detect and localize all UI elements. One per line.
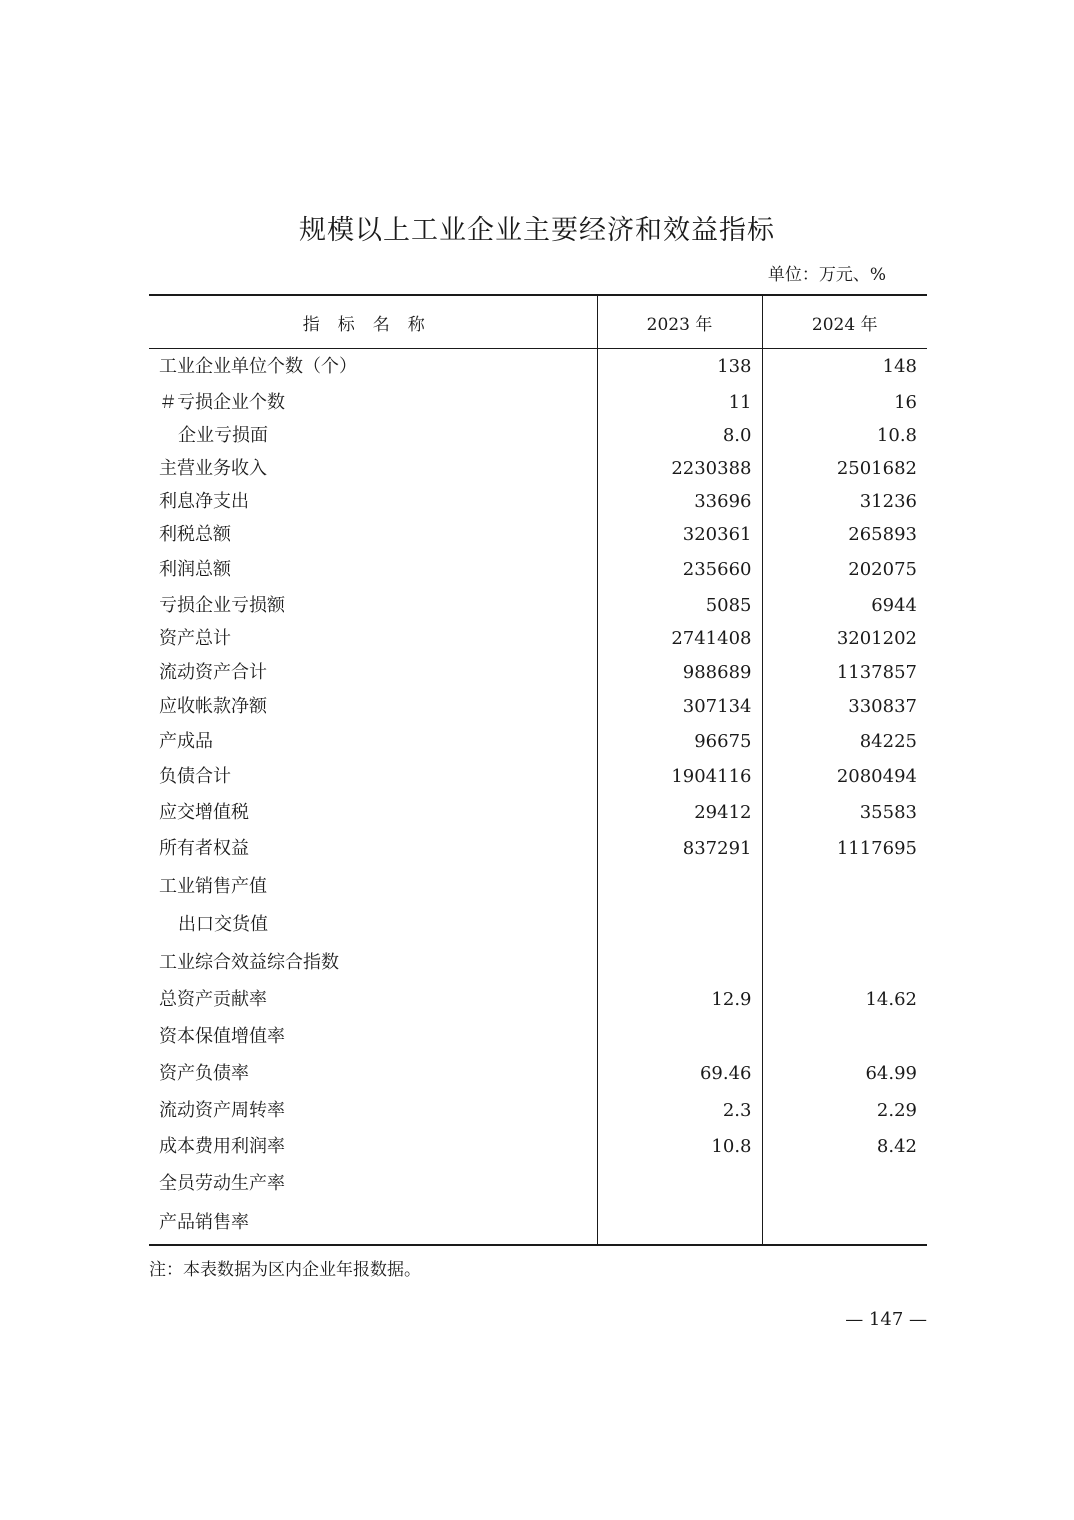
value-2023-cell: 988689 <box>597 656 762 690</box>
indicator-name-cell: 流动资产合计 <box>149 656 597 690</box>
value-2024-cell: 6944 <box>871 594 917 616</box>
value-2023-cell <box>597 868 762 906</box>
header-indicator-name: 指标名称 <box>149 295 597 349</box>
value-2023-cell <box>597 1203 762 1245</box>
table-row <box>149 1093 927 1129</box>
table-row <box>149 420 927 453</box>
indicator-name-cell: 利税总额 <box>149 519 597 552</box>
indicator-name-cell: 利润总额 <box>149 552 597 589</box>
value-2023-cell: 320361 <box>597 519 762 552</box>
table-row <box>149 656 927 690</box>
value-2023-cell: 12.9 <box>597 982 762 1018</box>
indicator-name-cell: 产成品 <box>149 725 597 760</box>
value-2024-cell <box>762 1166 927 1203</box>
value-2024-cell: 3201202 <box>836 628 917 649</box>
table-row <box>149 982 927 1018</box>
value-2024-cell: 1117695 <box>836 838 917 859</box>
table-row <box>149 349 927 386</box>
value-2024-cell: 8.42 <box>876 1136 917 1157</box>
value-2024-cell <box>762 1018 927 1056</box>
indicator-name-cell: 主营业务收入 <box>149 453 597 486</box>
table-header-row <box>149 295 927 349</box>
value-2024-cell: 84225 <box>859 731 917 752</box>
indicator-name-cell: 工业综合效益综合指数 <box>149 944 597 982</box>
value-2024-cell <box>762 868 927 906</box>
value-2023-cell <box>597 1018 762 1056</box>
indicator-name-cell: 负债合计 <box>149 760 597 795</box>
table-row <box>149 486 927 519</box>
indicator-name-cell: 工业销售产值 <box>149 868 597 906</box>
value-2023-cell <box>597 944 762 982</box>
table-row <box>149 1129 927 1166</box>
table-row <box>149 795 927 831</box>
value-2023-cell: 33696 <box>597 486 762 519</box>
value-2023-cell: 1904116 <box>597 760 762 795</box>
value-2023-cell: 69.46 <box>597 1056 762 1093</box>
indicator-name-cell: 应交增值税 <box>149 795 597 831</box>
value-2024-cell <box>762 944 927 982</box>
table-row <box>149 944 927 982</box>
value-2023-cell: 96675 <box>597 725 762 760</box>
value-2024-cell: 1137857 <box>836 661 917 683</box>
value-2023-cell: 29412 <box>597 795 762 831</box>
value-2023-cell: 5085 <box>597 589 762 623</box>
indicator-name-cell: 工业企业单位个数（个） <box>149 349 597 386</box>
value-2024-cell: 16 <box>894 391 917 413</box>
indicator-name-cell: 所有者权益 <box>149 831 597 868</box>
value-2023-cell <box>597 1166 762 1203</box>
value-2024-cell: 202075 <box>848 559 917 580</box>
header-year-2023: 2023 年 <box>597 295 762 349</box>
value-2024-cell: 64.99 <box>865 1063 917 1084</box>
indicator-name-cell: 全员劳动生产率 <box>149 1166 597 1203</box>
indicator-name-cell: 亏损企业亏损额 <box>149 589 597 623</box>
value-2023-cell: 2741408 <box>597 623 762 656</box>
indicator-name-cell: 应收帐款净额 <box>149 690 597 725</box>
table-row <box>149 386 927 420</box>
value-2024-cell: 10.8 <box>876 425 917 446</box>
table-row <box>149 906 927 944</box>
table-row <box>149 1018 927 1056</box>
value-2023-cell: 10.8 <box>597 1129 762 1166</box>
indicator-name-cell: 企业亏损面 <box>149 420 597 453</box>
indicator-name-cell: 利息净支出 <box>149 486 597 519</box>
value-2024-cell: 148 <box>882 356 917 378</box>
unit-label: 单位：万元、% <box>767 265 886 285</box>
value-2024-cell <box>762 1203 927 1245</box>
indicator-name-cell: 资本保值增值率 <box>149 1018 597 1056</box>
table-row <box>149 868 927 906</box>
indicator-name-cell: 产品销售率 <box>149 1203 597 1245</box>
value-2024-cell: 265893 <box>848 524 917 545</box>
indicator-name-cell: 资产负债率 <box>149 1056 597 1093</box>
table-row <box>149 1056 927 1093</box>
value-2023-cell: 8.0 <box>597 420 762 453</box>
header-year-2024: 2024 年 <box>811 314 878 335</box>
table-row <box>149 453 927 486</box>
value-2023-cell: 11 <box>597 386 762 420</box>
indicator-name-cell: ＃亏损企业个数 <box>149 386 597 420</box>
page-title: 规模以上工业企业主要经济和效益指标 <box>299 215 775 246</box>
value-2023-cell: 2.3 <box>597 1093 762 1129</box>
table-row <box>149 690 927 725</box>
value-2024-cell: 2080494 <box>836 766 917 787</box>
table-row <box>149 552 927 589</box>
indicator-name-cell: 成本费用利润率 <box>149 1129 597 1166</box>
indicator-name-cell: 总资产贡献率 <box>149 982 597 1018</box>
value-2023-cell: 138 <box>597 349 762 386</box>
value-2024-cell: 14.62 <box>865 988 917 1010</box>
value-2024-cell: 35583 <box>859 801 917 823</box>
value-2024-cell: 31236 <box>859 491 917 512</box>
value-2023-cell: 307134 <box>597 690 762 725</box>
page-number: — 147 — <box>845 1309 927 1330</box>
indicator-name-cell: 流动资产周转率 <box>149 1093 597 1129</box>
table-note: 注：本表数据为区内企业年报数据。 <box>149 1260 421 1280</box>
table-row <box>149 589 927 623</box>
table-row <box>149 725 927 760</box>
value-2023-cell: 235660 <box>597 552 762 589</box>
table-row <box>149 831 927 868</box>
table-row <box>149 623 927 656</box>
indicator-name-cell: 资产总计 <box>149 623 597 656</box>
table-row <box>149 1203 927 1245</box>
table-row <box>149 1166 927 1203</box>
value-2024-cell: 2.29 <box>876 1099 917 1121</box>
value-2023-cell: 2230388 <box>597 453 762 486</box>
value-2023-cell: 837291 <box>597 831 762 868</box>
value-2023-cell <box>597 906 762 944</box>
value-2024-cell <box>762 906 927 944</box>
value-2024-cell: 330837 <box>848 696 917 717</box>
value-2024-cell: 2501682 <box>836 458 917 479</box>
table-row <box>149 519 927 552</box>
indicator-name-cell: 出口交货值 <box>149 906 597 944</box>
table-row <box>149 760 927 795</box>
indicator-table <box>149 294 927 1246</box>
